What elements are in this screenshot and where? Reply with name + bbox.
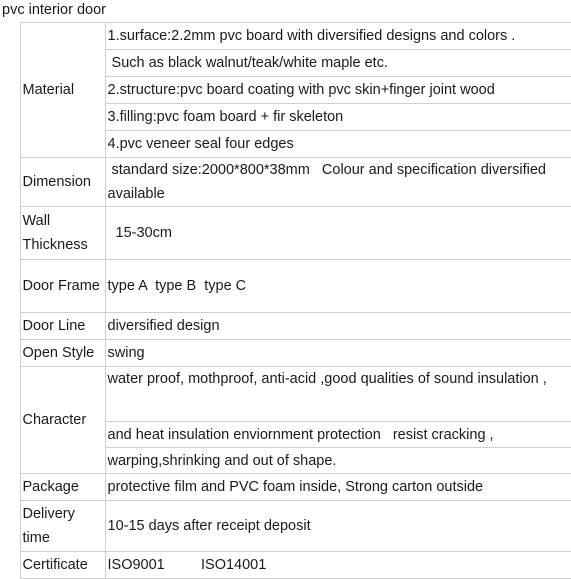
table-row: [0, 207, 571, 260]
table-row: [0, 23, 571, 50]
table-row: [0, 158, 571, 207]
material-line-2: Such as black walnut/teak/white maple etc.: [105, 50, 571, 77]
wall-thickness-value: 15-30cm: [105, 207, 571, 260]
certificate-label: Certificate: [20, 552, 105, 579]
delivery-value: 10-15 days after receipt deposit: [105, 501, 571, 552]
door-frame-label: Door Frame: [20, 260, 105, 313]
table-row: [0, 552, 571, 579]
dimension-value: standard size:2000*800*38mm Colour and specification diversified available: [105, 158, 571, 207]
table-row: [0, 367, 571, 422]
door-line-value: diversified design: [105, 313, 571, 340]
page-title: pvc interior door: [2, 2, 106, 18]
table-row: [0, 501, 571, 552]
open-style-label: Open Style: [20, 340, 105, 367]
character-line-1: water proof, mothproof, anti-acid ,good qualities of sound insulation ,: [105, 367, 571, 422]
open-style-value: swing: [105, 340, 571, 367]
package-value: protective film and PVC foam inside, Strong carton outside: [105, 474, 571, 501]
wall-thickness-label: Wall Thickness: [20, 207, 105, 260]
character-line-2: and heat insulation enviornment protection resist cracking ,: [105, 422, 571, 448]
table-row: [0, 340, 571, 367]
material-line-4: 3.filling:pvc foam board + fir skeleton: [105, 104, 571, 131]
package-label: Package: [20, 474, 105, 501]
door-line-label: Door Line: [20, 313, 105, 340]
dimension-label: Dimension: [20, 158, 105, 207]
table-row: [0, 313, 571, 340]
material-line-3: 2.structure:pvc board coating with pvc skin+finger joint wood: [105, 77, 571, 104]
delivery-label: Delivery time: [20, 501, 105, 552]
material-line-5: 4.pvc veneer seal four edges: [105, 131, 571, 158]
material-label: Material: [20, 23, 105, 158]
certificate-value: ISO9001 ISO14001: [105, 552, 571, 579]
material-line-1: 1.surface:2.2mm pvc board with diversified designs and colors .: [105, 23, 571, 50]
character-label: Character: [20, 367, 105, 474]
spec-table: [0, 22, 571, 579]
character-line-3: warping,shrinking and out of shape.: [105, 448, 571, 474]
table-row: [0, 474, 571, 501]
table-row: [0, 260, 571, 313]
door-frame-value: type A type B type C: [105, 260, 571, 313]
